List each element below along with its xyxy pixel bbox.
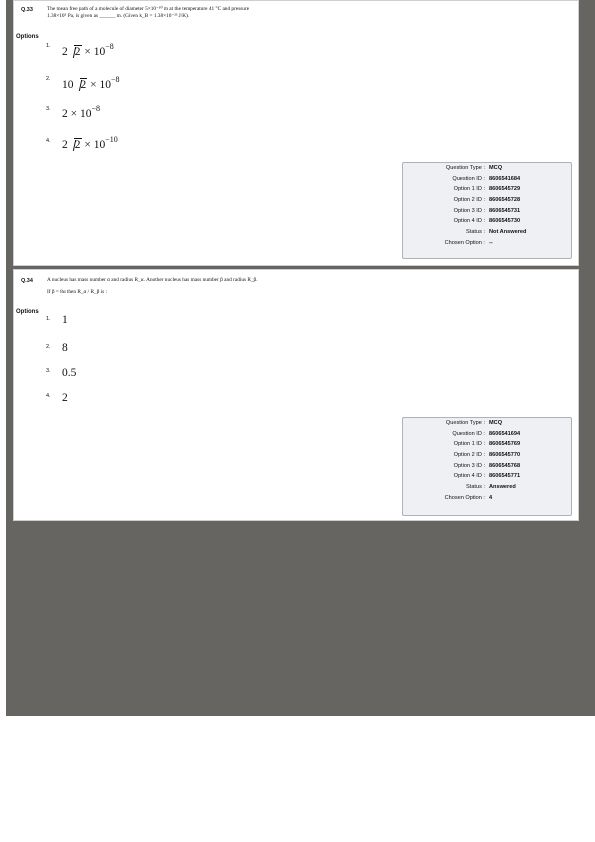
status-text: Answered — [489, 484, 516, 491]
question-number: Q.33 — [21, 7, 33, 13]
status-text: Not Answered — [489, 229, 527, 236]
question-text-line-2: 1.38×10⁵ Pa, is given as ______ m. (Given k_B = 1.38×10⁻²³ J/K). — [47, 13, 190, 19]
option-number: 2. — [46, 76, 51, 82]
options-label: Options — [16, 34, 39, 40]
question-text-line-1: The mean free path of a molecule of diameter 5×10⁻¹⁰ m at the temperature 41 °C and pressure — [47, 6, 250, 12]
option-2-value[interactable]: 8 — [62, 342, 68, 354]
option-number: 3. — [46, 106, 51, 112]
question-text-line-1: A nucleus has mass number α and radius R_α. Another nucleus has mass number β and radius R_β. — [47, 277, 258, 283]
question-number: Q.34 — [21, 278, 33, 284]
question-text-line-2: If β = 8α then R_α / R_β is : — [47, 289, 107, 295]
question-info-panel: Question Type : MCQ Question ID : 8606541694 Option 1 ID : 8606545769 Option 2 ID : 8606545770 Option 3 ID : 8606545768 Option 4 ID : 8606545771 Status : Answered Chosen Option : 4 — [402, 417, 572, 516]
option-1-value[interactable]: 2 $2 \times 10^{-8}$ — [62, 42, 114, 58]
option-number: 2. — [46, 344, 51, 350]
option-number: 4. — [46, 138, 51, 144]
option-2-value[interactable]: 10 $2 \times 10^{-8}$ — [62, 75, 120, 91]
option-number: 3. — [46, 368, 51, 374]
option-3-value[interactable]: $2 \times 10^{-8}$ — [62, 104, 101, 120]
chosen-option: -- — [489, 239, 493, 246]
option-4-value[interactable]: 2 $2 \times 10^{-10}$ — [62, 135, 118, 151]
option-number: 1. — [46, 316, 51, 322]
option-number: 4. — [46, 393, 51, 399]
option-4-value[interactable]: 2 — [62, 392, 68, 404]
question-info-panel: Question Type : MCQ Question ID : 8606541684 Option 1 ID : 8606545729 Option 2 ID : 8606545728 Option 3 ID : 8606545731 Option 4 ID : 8606545730 Status : Not Answered Chosen Option : -- — [402, 162, 572, 259]
option-1-value[interactable]: 1 — [62, 314, 68, 326]
chosen-option: 4 — [489, 494, 493, 501]
option-3-value[interactable]: 0.5 — [62, 367, 77, 379]
option-number: 1. — [46, 43, 51, 49]
options-label: Options — [16, 309, 39, 315]
